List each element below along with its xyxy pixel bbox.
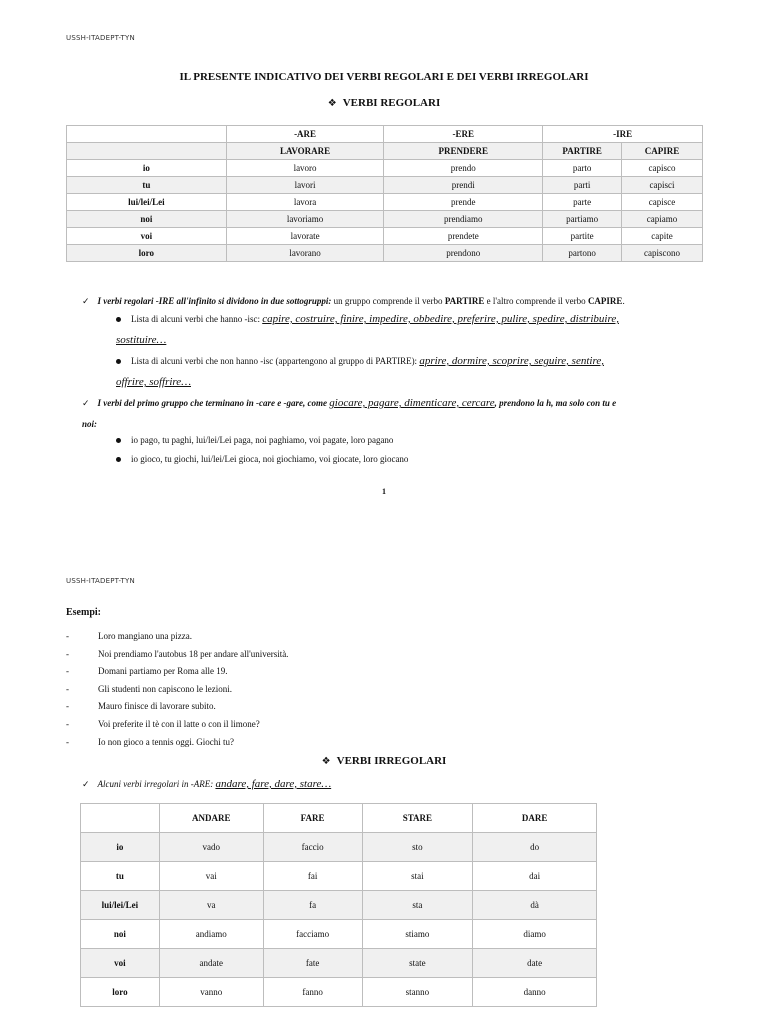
page-title: IL PRESENTE INDICATIVO DEI VERBI REGOLARI E DEI VERBI IRREGOLARI — [179, 71, 589, 83]
conjugation-cell: stai — [362, 862, 473, 891]
conjugation-cell: lavoro — [226, 160, 384, 177]
conjugation-group-header: -ERE — [384, 126, 543, 143]
irregular-verbs-table — [80, 803, 597, 1007]
example-text: Voi preferite il tè con il latte o con il limone? — [98, 718, 260, 729]
example-item — [66, 663, 288, 681]
bullet-dot-icon — [116, 438, 121, 443]
conjugation-cell: state — [362, 949, 473, 978]
conjugation-cell: fai — [263, 862, 362, 891]
pronoun-cell: noi — [81, 920, 160, 949]
dash-bullet: - — [66, 631, 69, 641]
conjugation-cell: parti — [543, 177, 622, 194]
example-text: Domani partiamo per Roma alle 19. — [98, 666, 228, 677]
example-item — [66, 698, 288, 716]
dash-bullet: - — [66, 736, 69, 747]
note-irregular-are — [82, 774, 707, 795]
conjugation-cell: prendete — [384, 228, 543, 245]
bullet-list: aprire, dormire, scoprire, seguire, sentire, — [419, 355, 604, 367]
example-item — [66, 734, 288, 752]
bullet-list-cont: offrire, soffrire… — [116, 376, 191, 388]
bullet-lead: Lista di alcuni verbi che non hanno -isc (appartengono al gruppo di PARTIRE): — [131, 356, 420, 366]
bullet-list: capire, costruire, finire, impedire, obbedire, preferire, pulire, spedire, distribuire, — [262, 313, 619, 325]
example-text: Mauro finisce di lavorare subito. — [98, 701, 216, 712]
table-row — [81, 833, 597, 862]
table-row — [81, 920, 597, 949]
pronoun-cell: loro — [81, 978, 160, 1007]
verb-header: PRENDERE — [384, 143, 543, 160]
conjugation-cell: lavora — [226, 194, 384, 211]
section-heading-text: VERBI REGOLARI — [342, 97, 441, 109]
page-header: USSH-ITADEPT-TYN — [66, 577, 135, 585]
note-examples: andare, fare, dare, stare… — [215, 778, 332, 790]
conjugation-cell: vanno — [159, 978, 263, 1007]
note-text: un gruppo comprende il verbo — [331, 296, 445, 306]
example-text: Gli studenti non capiscono le lezioni. — [98, 683, 232, 694]
conjugation-group-header: -IRE — [543, 126, 703, 143]
verb-header: STARE — [362, 804, 473, 833]
conjugation-cell: capite — [622, 228, 703, 245]
bullet-non-isc-verbs — [116, 351, 706, 393]
bullet-pagare — [116, 430, 706, 451]
conjugation-cell: facciamo — [263, 920, 362, 949]
conjugation-cell: lavorano — [226, 245, 384, 262]
conjugation-cell: date — [473, 949, 597, 978]
conjugation-cell: diamo — [473, 920, 597, 949]
regular-verbs-table — [66, 125, 703, 262]
conjugation-cell: capisco — [622, 160, 703, 177]
example-text: Noi prendiamo l'autobus 18 per andare all'università. — [98, 648, 289, 659]
section-heading-regolari — [0, 97, 768, 109]
conjugation-group-header: -ARE — [226, 126, 384, 143]
diamond-bullet-icon: ❖ — [321, 756, 331, 767]
conjugation-cell: stanno — [362, 978, 473, 1007]
conjugation-cell: prendiamo — [384, 211, 543, 228]
bullet-isc-verbs — [116, 309, 706, 351]
bullet-text: io gioco, tu giochi, lui/lei/Lei gioca, noi giochiamo, voi giocate, loro giocano — [131, 454, 409, 464]
conjugation-cell: prendono — [384, 245, 543, 262]
verb-header: PARTIRE — [543, 143, 622, 160]
pronoun-cell: tu — [67, 177, 227, 194]
verb-header: CAPIRE — [622, 143, 703, 160]
dash-bullet: - — [66, 701, 69, 712]
table-header-row — [81, 804, 597, 833]
table-corner-cell — [67, 126, 227, 143]
conjugation-cell: capisci — [622, 177, 703, 194]
table-verb-row — [67, 143, 703, 160]
table-row — [81, 978, 597, 1007]
note-care-gare — [82, 393, 707, 434]
verb-header: FARE — [263, 804, 362, 833]
conjugation-cell: vado — [159, 833, 263, 862]
conjugation-cell: do — [473, 833, 597, 862]
table-row — [81, 891, 597, 920]
example-item — [66, 716, 288, 734]
conjugation-cell: capiscono — [622, 245, 703, 262]
checkmark-icon: ✓ — [82, 780, 90, 790]
bullet-list-cont: sostituire… — [116, 334, 167, 346]
bullet-lead: Lista di alcuni verbi che hanno -isc: — [131, 314, 263, 324]
conjugation-cell: va — [159, 891, 263, 920]
conjugation-cell: dà — [473, 891, 597, 920]
conjugation-cell: capiamo — [622, 211, 703, 228]
conjugation-cell: dai — [473, 862, 597, 891]
conjugation-cell: sto — [362, 833, 473, 862]
pronoun-cell: voi — [81, 949, 160, 978]
pronoun-cell: loro — [67, 245, 227, 262]
example-item — [66, 646, 288, 664]
note-capire: CAPIRE — [587, 296, 623, 306]
conjugation-cell: prende — [384, 194, 543, 211]
verb-header: LAVORARE — [226, 143, 384, 160]
pronoun-cell: lui/lei/Lei — [81, 891, 160, 920]
verb-header: DARE — [473, 804, 597, 833]
diamond-bullet-icon: ❖ — [327, 98, 337, 109]
examples-list — [66, 628, 288, 751]
bullet-dot-icon — [116, 457, 121, 462]
checkmark-icon: ✓ — [82, 399, 90, 409]
table-row — [67, 177, 703, 194]
table-row — [67, 228, 703, 245]
dash-bullet: - — [66, 666, 69, 677]
note-lead-cont: , prendono la h, ma solo con tu e — [494, 398, 617, 408]
dash-bullet: - — [66, 683, 69, 694]
example-item — [66, 628, 288, 646]
conjugation-cell: andate — [159, 949, 263, 978]
esempi-title: Esempi: — [66, 607, 101, 618]
note-lead: I verbi regolari -IRE all'infinito si dividono in due sottogruppi: — [97, 296, 332, 306]
conjugation-cell: vai — [159, 862, 263, 891]
conjugation-cell: lavori — [226, 177, 384, 194]
example-text: Io non gioco a tennis oggi. Giochi tu? — [98, 736, 234, 747]
section-heading-irregolari — [0, 755, 768, 767]
section-heading-text: VERBI IRREGOLARI — [336, 755, 447, 767]
note-partire: PARTIRE — [444, 296, 485, 306]
bullet-dot-icon — [116, 317, 121, 322]
conjugation-cell: partite — [543, 228, 622, 245]
conjugation-cell: sta — [362, 891, 473, 920]
table-row — [81, 862, 597, 891]
bullet-giocare — [116, 449, 706, 470]
dash-bullet: - — [66, 718, 69, 729]
verb-header: ANDARE — [159, 804, 263, 833]
conjugation-cell: partiamo — [543, 211, 622, 228]
note-text: e l'altro comprende il verbo — [484, 296, 588, 306]
pronoun-cell: noi — [67, 211, 227, 228]
bullet-text: io pago, tu paghi, lui/lei/Lei paga, noi paghiamo, voi pagate, loro pagano — [131, 435, 394, 445]
pronoun-cell: io — [67, 160, 227, 177]
conjugation-cell: fanno — [263, 978, 362, 1007]
conjugation-cell: stiamo — [362, 920, 473, 949]
conjugation-cell: parto — [543, 160, 622, 177]
example-item — [66, 681, 288, 699]
pronoun-cell: io — [81, 833, 160, 862]
note-examples: giocare, pagare, dimenticare, cercare — [329, 397, 495, 409]
table-corner-cell — [67, 143, 227, 160]
conjugation-cell: faccio — [263, 833, 362, 862]
conjugation-cell: andiamo — [159, 920, 263, 949]
example-text: Loro mangiano una pizza. — [98, 631, 192, 641]
conjugation-cell: lavoriamo — [226, 211, 384, 228]
conjugation-cell: partono — [543, 245, 622, 262]
conjugation-cell: fate — [263, 949, 362, 978]
table-row — [67, 245, 703, 262]
bullet-dot-icon — [116, 359, 121, 364]
note-lead-end: noi: — [82, 419, 98, 429]
conjugation-cell: prendo — [384, 160, 543, 177]
conjugation-cell: parte — [543, 194, 622, 211]
checkmark-icon: ✓ — [82, 297, 90, 307]
note-lead: I verbi del primo gruppo che terminano in -care e -gare, come — [97, 398, 330, 408]
page-header: USSH-ITADEPT-TYN — [66, 34, 135, 42]
note-text: . — [622, 296, 625, 306]
conjugation-cell: lavorate — [226, 228, 384, 245]
page-number: 1 — [382, 487, 386, 496]
table-row — [67, 211, 703, 228]
table-header-row — [67, 126, 703, 143]
dash-bullet: - — [66, 648, 69, 659]
pronoun-cell: lui/lei/Lei — [67, 194, 227, 211]
pronoun-cell: voi — [67, 228, 227, 245]
conjugation-cell: fa — [263, 891, 362, 920]
table-row — [81, 949, 597, 978]
conjugation-cell: danno — [473, 978, 597, 1007]
conjugation-cell: prendi — [384, 177, 543, 194]
conjugation-cell: capisce — [622, 194, 703, 211]
pronoun-cell: tu — [81, 862, 160, 891]
note-lead: Alcuni verbi irregolari in -ARE: — [97, 779, 216, 789]
table-row — [67, 194, 703, 211]
table-corner-cell — [81, 804, 160, 833]
table-row — [67, 160, 703, 177]
